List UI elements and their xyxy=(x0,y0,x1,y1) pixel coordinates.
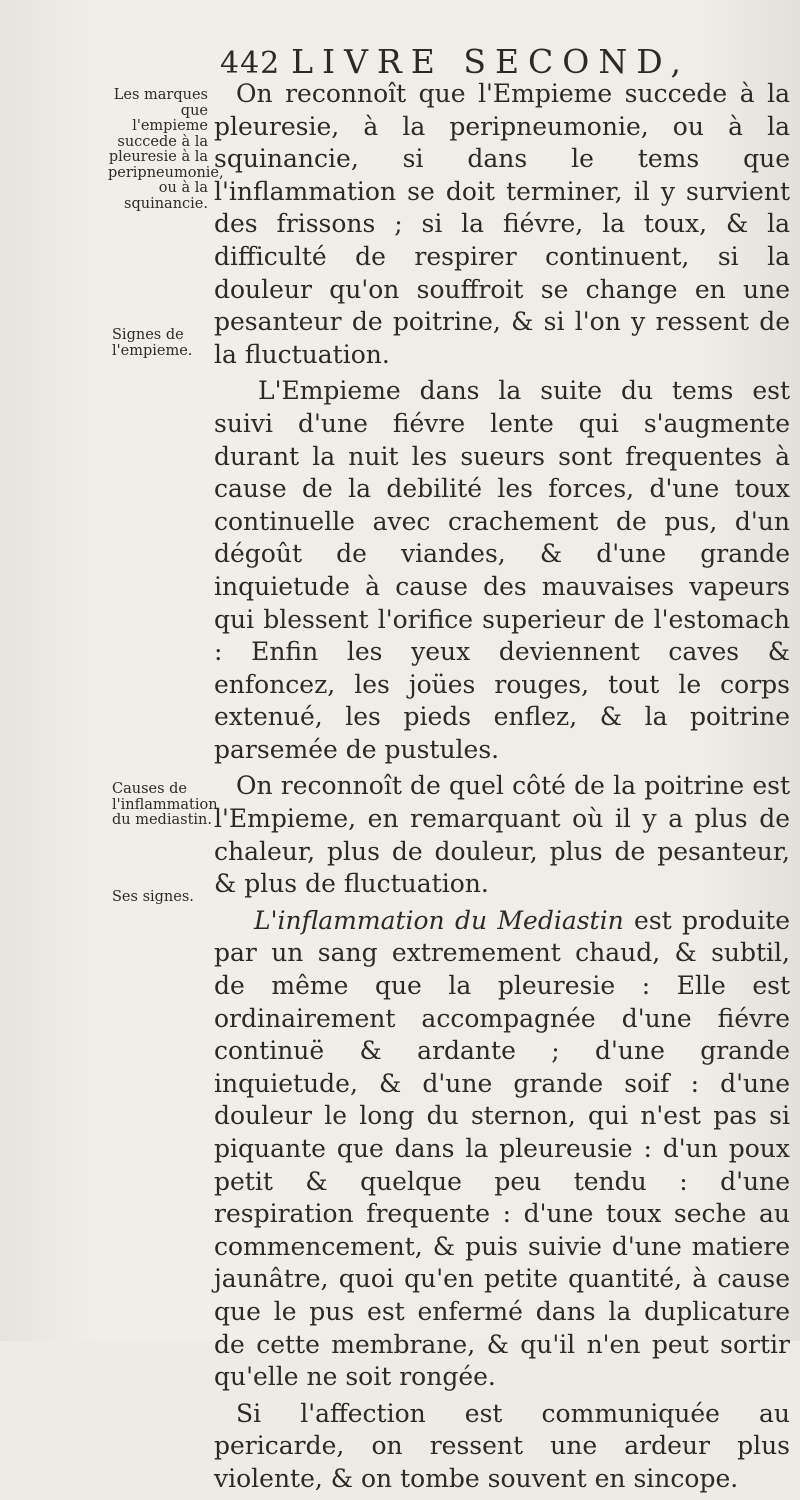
running-head: LIVRE SECOND, xyxy=(291,42,690,81)
italic-heading: L'inflammation du Mediastin xyxy=(254,905,624,935)
margin-note-ses-signes: Ses signes. xyxy=(112,889,194,905)
margin-note-empieme-marques: Les marques que l'empieme succede à la pleuresie à la peripneumonie, ou à la squinancie. xyxy=(108,87,224,212)
page-header xyxy=(220,42,690,81)
paragraph: L'Empieme dans la suite du tems est suivi d'une fiévre lente qui s'augmente durant la nuit les sueurs sont frequentes à cause de la debilité les forces, d'une toux continuelle avec crachement de pus, d'un dégoût de viandes, & d'une grande inquietude à cause des mauvaises vapeurs qui blessent l'orifice superieur de l'estomach : Enfin les yeux deviennent caves & enfoncez, les joües rouges, tout le corps extenué, les pieds enflez, & la poitrine parsemée de pustules. xyxy=(214,376,790,764)
paragraph-text: est produite par un sang extremement chaud, & subtil, de même que la pleuresie : Elle est ordinairement accompagnée d'une fiévre continuë & ardante ; d'une grande inquietude, & d'une grande soif : d'une douleur le long du sternon, qui n'est pas si piquante que dans la pleureusie : d'un poux petit & quelque peu tendu : d'une respiration frequente : d'une toux seche au commencement, & puis suivie d'une matiere jaunâtre, quoi qu'en petite quantité, à cause que le pus est enfermé dans la duplicature de cette membrane, & qu'il n'en peut sortir qu'elle ne soit rongée. xyxy=(214,905,790,1392)
paragraph: On reconnoît de quel côté de la poitrine est l'Empieme, en remarquant où il y a plus de chaleur, plus de douleur, plus de pesanteur, & plus de fluctuation. xyxy=(214,771,790,899)
paragraph: Si l'affection est communiquée au pericarde, on ressent une ardeur plus violente, & on tombe souvent en sincope. xyxy=(214,1398,790,1493)
margin-note-causes-mediastin: Causes de l'inflammation du mediastin. xyxy=(112,781,218,828)
margin-note-signes-empieme: Signes de l'empieme. xyxy=(112,327,193,359)
page-number: 442 xyxy=(220,46,281,81)
paragraph: On reconnoît que l'Empieme succede à la pleuresie, à la peripneumonie, ou à la squinancie, si dans le tems que l'inflammation se doit terminer, il y survient des frissons ; si la fiévre, la toux, & la difficulté de respirer continuent, si la douleur qu'on souffroit se change en une pesanteur de poitrine, & si l'on y ressent de la fluctuation. xyxy=(214,79,790,369)
main-text xyxy=(214,78,790,1500)
paragraph-mediastin xyxy=(214,905,790,1394)
